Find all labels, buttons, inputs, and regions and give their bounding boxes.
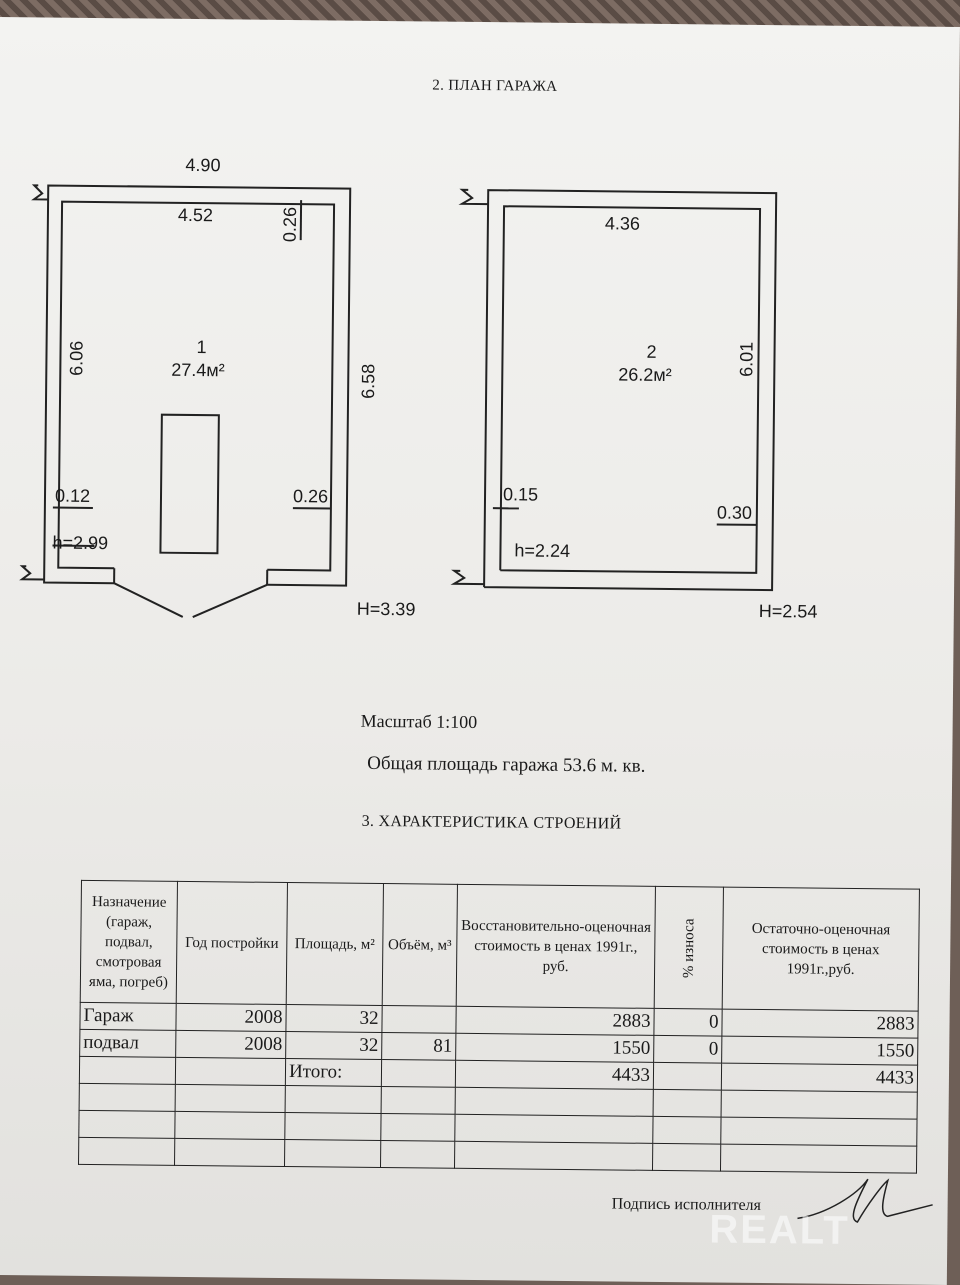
empty-cell [455, 1087, 653, 1116]
header-year: Год постройки [176, 881, 287, 1004]
cell-purpose: Гараж [80, 1002, 176, 1030]
empty-cell [381, 1087, 455, 1115]
header-purpose: Назначение (гараж, подвал, смотровая яма, погреб) [80, 880, 177, 1003]
plan1-room-area: 27.4м² [171, 360, 225, 382]
empty-cell [175, 1057, 285, 1085]
cell-area: 32 [286, 1032, 382, 1060]
scale-label: Масштаб 1:100 [361, 711, 478, 733]
plan2-outer-height: H=2.54 [759, 601, 818, 623]
total-restore: 4433 [455, 1060, 653, 1089]
plan1-inspection-pit [160, 415, 218, 554]
header-restore-cost: Восстановительно-оценочная стоимость в ценах 1991г., руб. [456, 884, 655, 1008]
plan2-wall-right: 0.30 [717, 503, 752, 524]
section-2-title: 2. ПЛАН ГАРАЖА [432, 78, 557, 96]
table-header-row [80, 880, 919, 1011]
buildings-table [78, 880, 920, 1174]
cell-residual: 2883 [722, 1009, 918, 1038]
empty-cell [285, 1140, 381, 1168]
cell-residual: 1550 [722, 1036, 918, 1065]
empty-cell [721, 1090, 917, 1119]
cell-volume: 81 [382, 1033, 456, 1061]
plan1-wall-left: 0.12 [55, 486, 90, 507]
plan1-outer-height: H=3.39 [357, 599, 416, 621]
signature-label: Подпись исполнителя [612, 1195, 762, 1215]
empty-cell [175, 1138, 285, 1166]
plan1-gate-left [114, 583, 183, 617]
cell-restore: 2883 [456, 1006, 654, 1035]
total-label: Итого: [285, 1059, 381, 1087]
empty-cell [381, 1060, 455, 1088]
header-wear-text: % износа [678, 918, 699, 978]
empty-cell [381, 1114, 455, 1142]
header-area: Площадь, м² [286, 883, 383, 1006]
empty-cell [380, 1141, 454, 1169]
empty-cell [79, 1110, 175, 1138]
cell-restore: 1550 [456, 1033, 654, 1062]
empty-cell [175, 1084, 285, 1112]
plan1-wall-top: 0.26 [280, 207, 301, 242]
cell-volume [382, 1006, 456, 1034]
cell-wear: 0 [654, 1008, 722, 1036]
realt-watermark: REALT [709, 1207, 850, 1253]
empty-cell [721, 1117, 917, 1146]
plan2-room-number: 2 [646, 342, 656, 363]
plan1-inner-wall [58, 202, 334, 571]
cell-area: 32 [286, 1005, 382, 1033]
cell-year: 2008 [176, 1030, 286, 1058]
cell-purpose: подвал [80, 1029, 176, 1057]
header-wear [654, 886, 723, 1009]
empty-cell [653, 1089, 721, 1117]
empty-cell [653, 1116, 721, 1144]
plan2-inner-width: 4.36 [605, 213, 640, 234]
empty-cell [175, 1111, 285, 1139]
section-3-title: 3. ХАРАКТЕРИСТИКА СТРОЕНИЙ [362, 813, 622, 834]
empty-cell [79, 1083, 175, 1111]
plan1-right-length: 6.58 [358, 364, 379, 399]
empty-cell [455, 1114, 653, 1143]
plan1-inner-width: 4.52 [178, 205, 213, 226]
plan1-wall-right: 0.26 [293, 486, 328, 507]
total-area: Общая площадь гаража 53.6 м. кв. [367, 753, 645, 778]
empty-cell [454, 1141, 652, 1170]
plan1-gate-right [193, 584, 267, 618]
total-residual: 4433 [721, 1063, 917, 1092]
plan1-outer-width: 4.90 [185, 155, 220, 176]
plan1-left-length: 6.06 [66, 341, 87, 376]
cell-year: 2008 [176, 1003, 286, 1031]
cell-wear: 0 [654, 1035, 722, 1063]
empty-cell [285, 1086, 381, 1114]
plan2-right-length: 6.01 [736, 342, 757, 377]
plan1-outer-wall [44, 185, 350, 585]
plan1-inner-height: h=2.99 [52, 533, 108, 555]
empty-cell [720, 1144, 916, 1173]
plan2-wall-left: 0.15 [503, 484, 538, 505]
header-residual-cost: Остаточно-оценочная стоимость в ценах 1991г.,руб. [722, 887, 919, 1011]
header-volume: Объём, м³ [382, 884, 457, 1007]
plan2-inner-height: h=2.24 [514, 540, 570, 562]
empty-cell [79, 1137, 175, 1165]
empty-cell [653, 1062, 721, 1090]
plan1-room-number: 1 [196, 337, 206, 358]
empty-cell [285, 1113, 381, 1141]
plan2-room-area: 26.2м² [618, 364, 672, 386]
plan2-outer-wall [484, 190, 776, 590]
empty-cell [652, 1143, 720, 1171]
garage-plans-drawing [0, 17, 960, 667]
document-page [0, 17, 960, 1285]
empty-cell [79, 1056, 175, 1084]
